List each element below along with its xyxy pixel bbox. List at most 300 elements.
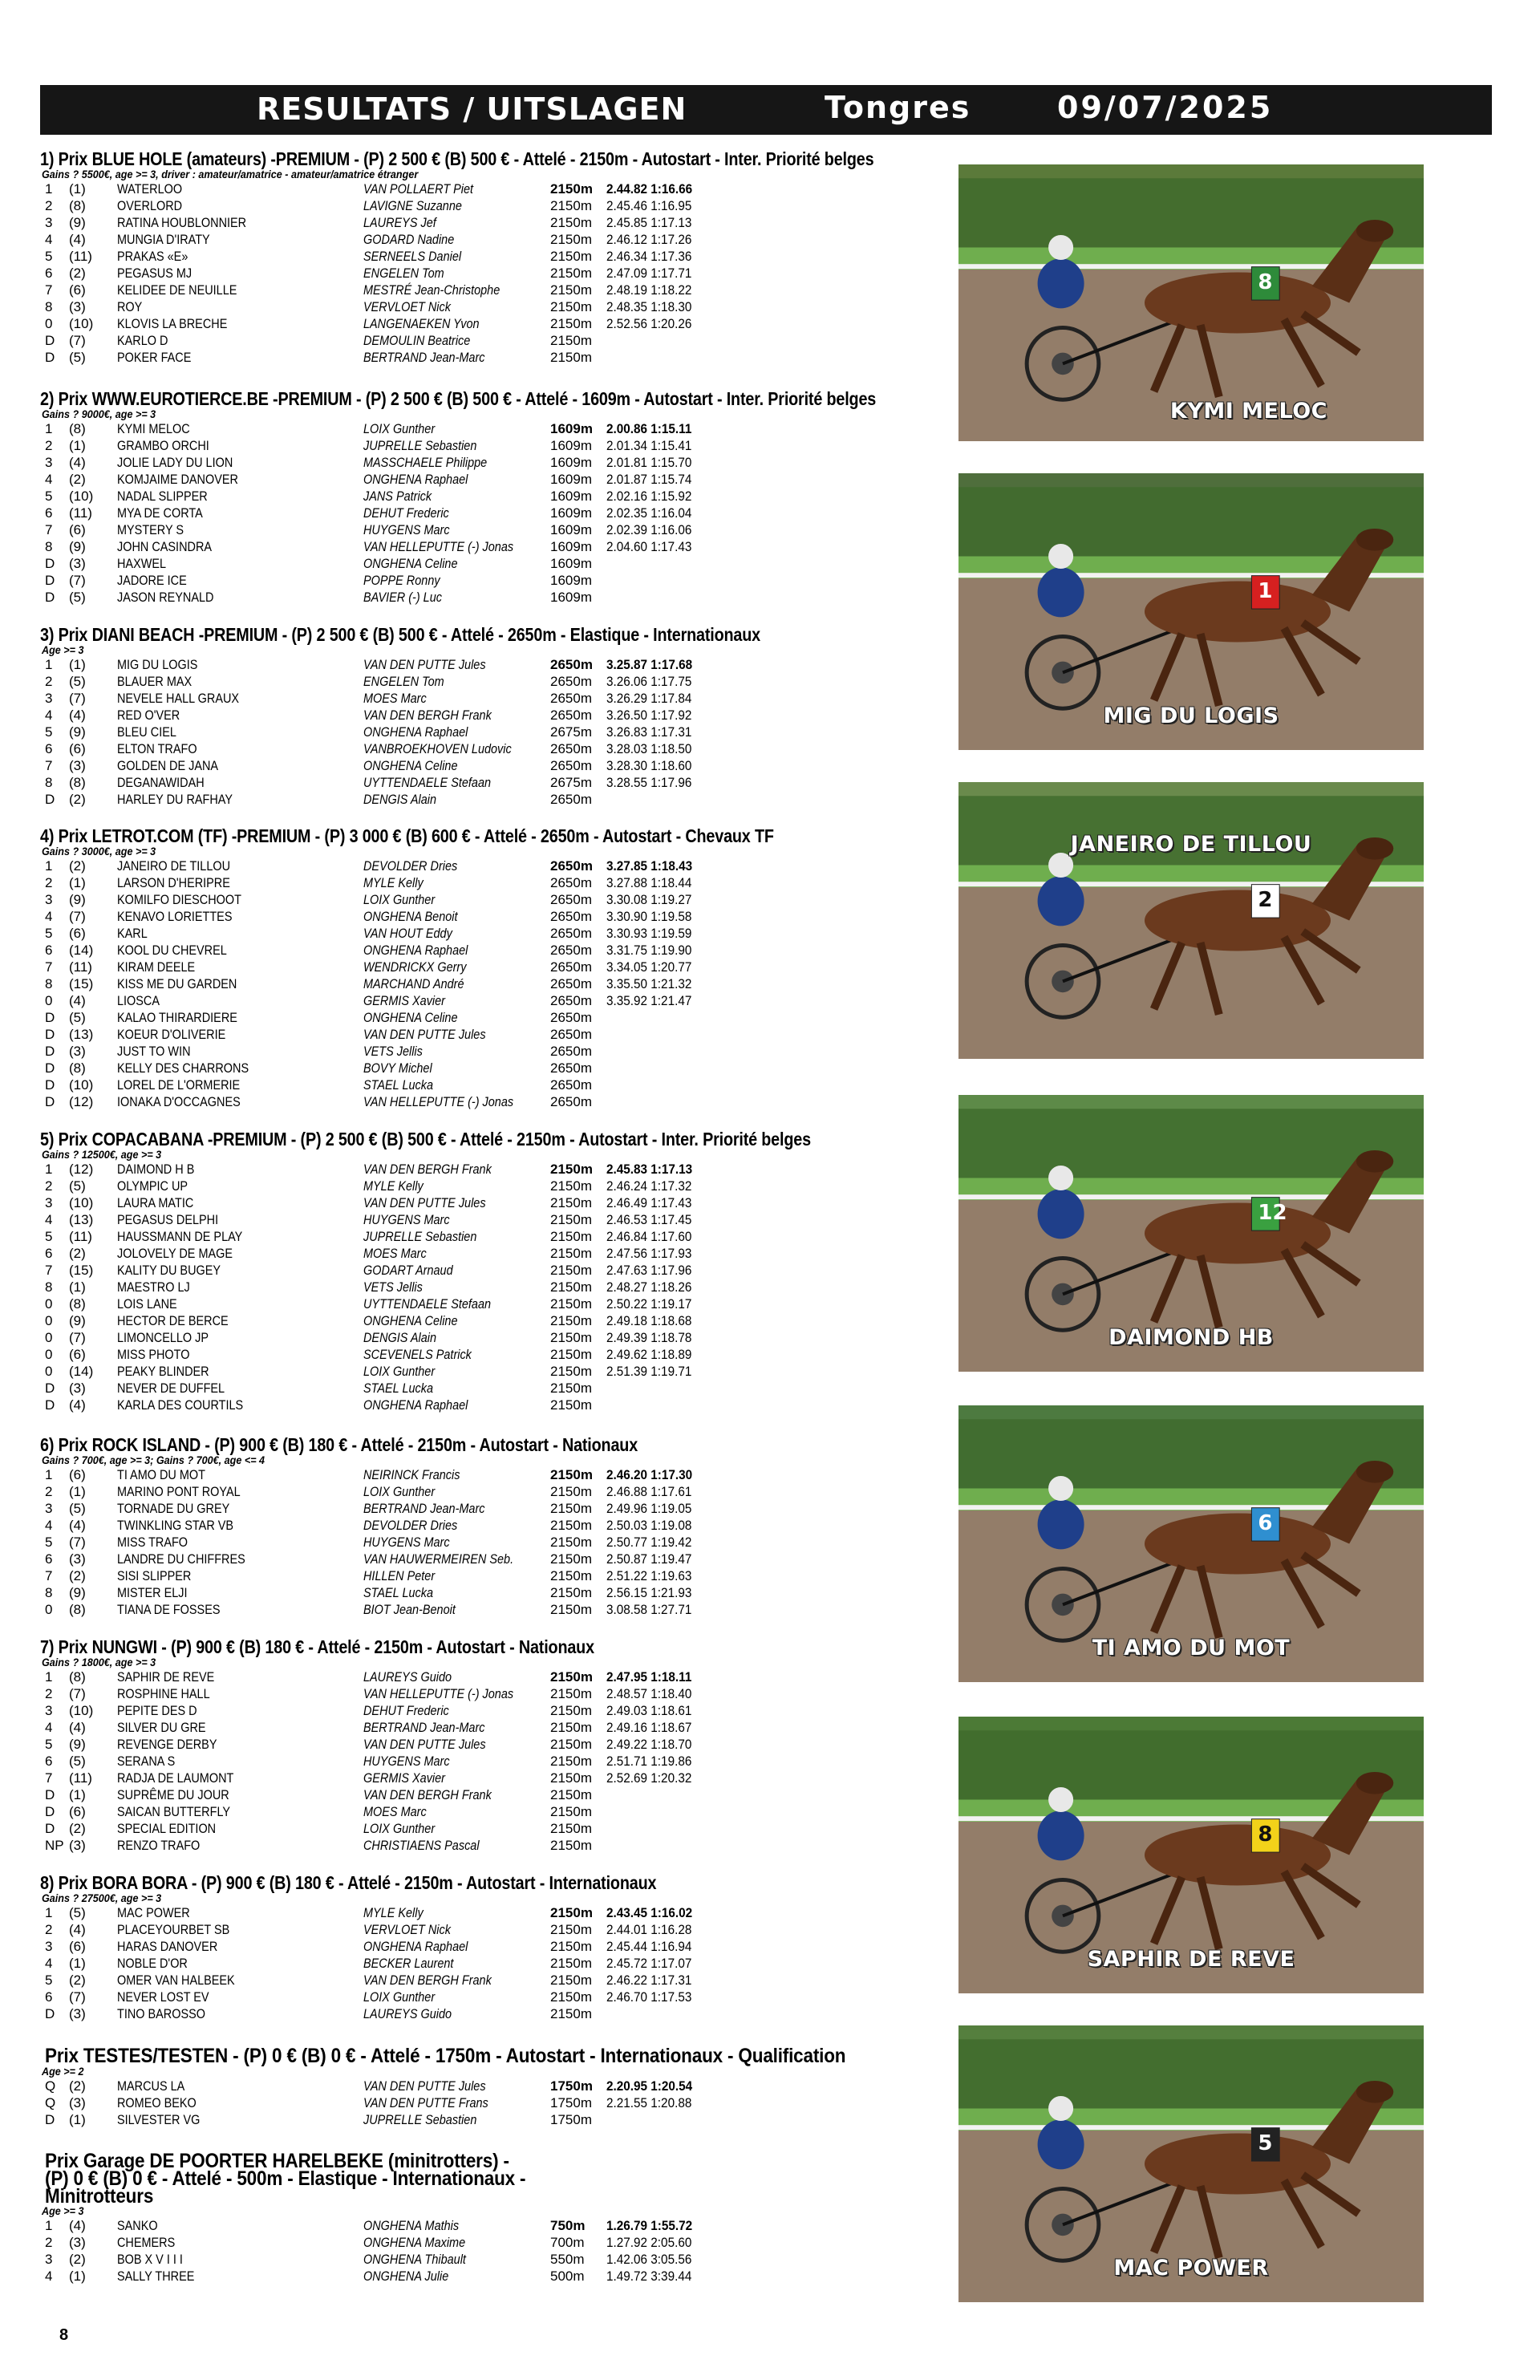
start-number-cell xyxy=(69,724,117,740)
start-number-text: (4) xyxy=(69,1518,86,1533)
race-conditions: Age >= 3 xyxy=(42,643,84,656)
place-text: D xyxy=(45,1060,55,1076)
start-number-cell xyxy=(69,656,117,673)
place-text: 8 xyxy=(45,299,53,314)
place-cell xyxy=(40,774,69,791)
driver-text: ENGELEN Tom xyxy=(363,266,444,281)
start-number-cell xyxy=(69,1245,117,1262)
driver-cell xyxy=(363,1245,550,1262)
horse-name-text: MUNGIA D'IRATY xyxy=(117,232,210,247)
horse-name-text: NEVER LOST EV xyxy=(117,1989,209,2005)
place-text: 0 xyxy=(45,1364,53,1379)
driver-cell xyxy=(363,282,550,298)
horse-name-cell xyxy=(117,1295,363,1312)
distance-text: 2650m xyxy=(550,858,593,874)
place-cell xyxy=(40,1753,69,1770)
start-number-text: (6) xyxy=(69,1347,86,1362)
start-number-cell xyxy=(69,690,117,707)
table-row xyxy=(40,656,702,673)
horse-name-cell xyxy=(117,1026,363,1043)
place-cell xyxy=(40,248,69,265)
driver-cell xyxy=(363,1500,550,1517)
horse-name-cell xyxy=(117,1534,363,1551)
time-text: 2.00.86 1:15.11 xyxy=(606,421,692,436)
time-cell xyxy=(606,1363,702,1380)
horse-name-cell xyxy=(117,1076,363,1093)
race-winner-photo xyxy=(958,1095,1424,1372)
horse-name-text: REVENGE DERBY xyxy=(117,1737,217,1752)
distance-cell xyxy=(550,1904,606,1921)
time-text: 2.51.39 1:19.71 xyxy=(606,1364,692,1379)
horse-name-text: KENAVO LORIETTES xyxy=(117,909,233,924)
start-number-cell xyxy=(69,1786,117,1803)
driver-text: DEHUT Frederic xyxy=(363,1703,449,1718)
driver-cell xyxy=(363,858,550,874)
driver-text: ONGHENA Celine xyxy=(363,1313,458,1328)
table-row xyxy=(40,298,702,315)
horse-name-text: JUST TO WIN xyxy=(117,1044,191,1059)
driver-text: MOES Marc xyxy=(363,1246,427,1261)
table-row xyxy=(40,1685,701,1702)
start-number-cell xyxy=(69,1820,117,1837)
time-text: 2.49.16 1:18.67 xyxy=(606,1720,692,1735)
driver-cell xyxy=(363,538,550,555)
start-number-cell xyxy=(69,1989,117,2005)
horse-name-text: TI AMO DU MOT xyxy=(117,1467,205,1482)
driver-text: ONGHENA Celine xyxy=(363,1010,458,1025)
start-number-text: (4) xyxy=(69,993,86,1008)
horse-name-cell xyxy=(117,538,363,555)
distance-text: 2150m xyxy=(550,1246,592,1261)
start-number-cell xyxy=(69,1770,117,1786)
place-cell xyxy=(40,1567,69,1584)
driver-text: MYLE Kelly xyxy=(363,1905,424,1920)
race-winner-photo xyxy=(958,782,1424,1059)
driver-text: VAN HELLEPUTTE (-) Jonas xyxy=(363,1686,514,1701)
start-number-text: (1) xyxy=(69,2112,86,2127)
place-cell xyxy=(40,673,69,690)
start-number-text: (11) xyxy=(69,959,92,975)
time-text: 3.30.08 1:19.27 xyxy=(606,892,692,907)
driver-cell xyxy=(363,180,550,197)
place-text: D xyxy=(45,1010,55,1025)
place-text: 5 xyxy=(45,1229,53,1244)
time-text: 3.35.92 1:21.47 xyxy=(606,993,692,1008)
race-conditions: Gains ? 700€, age >= 3; Gains ? 700€, age <= 4 xyxy=(42,1454,265,1466)
driver-text: MOES Marc xyxy=(363,1804,427,1819)
time-cell xyxy=(606,555,701,572)
start-number-text: (3) xyxy=(69,2235,86,2250)
distance-text: 2650m xyxy=(550,892,592,907)
distance-cell xyxy=(550,538,606,555)
table-row xyxy=(40,1921,702,1938)
table-row xyxy=(40,1380,702,1397)
distance-cell xyxy=(550,505,606,521)
start-number-cell xyxy=(69,874,117,891)
table-row xyxy=(40,2111,702,2128)
driver-text: VAN DEN PUTTE Jules xyxy=(363,1195,486,1210)
start-number-cell xyxy=(69,2094,117,2111)
driver-text: VAN DEN BERGH Frank xyxy=(363,708,492,723)
horse-name-text: JADORE ICE xyxy=(117,573,187,588)
horse-name-text: TORNADE DU GREY xyxy=(117,1501,230,1516)
place-text: D xyxy=(45,573,55,588)
place-cell xyxy=(40,1601,69,1618)
start-number-cell xyxy=(69,1194,117,1211)
driver-cell xyxy=(363,1211,550,1228)
race-conditions: Gains ? 9000€, age >= 3 xyxy=(42,407,156,420)
start-number-cell xyxy=(69,1500,117,1517)
place-text: 6 xyxy=(45,943,53,958)
time-text: 2.01.87 1:15.74 xyxy=(606,472,692,487)
table-row xyxy=(40,1500,702,1517)
time-cell xyxy=(606,282,702,298)
driver-text: VETS Jellis xyxy=(363,1044,423,1059)
driver-cell xyxy=(363,1397,550,1413)
table-row xyxy=(40,538,701,555)
start-number-text: (5) xyxy=(69,350,86,365)
start-number-text: (9) xyxy=(69,1585,86,1600)
driver-cell xyxy=(363,1702,550,1719)
distance-cell xyxy=(550,992,606,1009)
distance-text: 2150m xyxy=(550,1263,592,1278)
results-table xyxy=(40,1668,701,1854)
horse-name-cell xyxy=(117,1820,363,1837)
distance-text: 2150m xyxy=(550,1279,592,1295)
place-text: D xyxy=(45,1821,55,1836)
horse-name-cell xyxy=(117,1668,363,1685)
distance-text: 2150m xyxy=(550,1922,592,1937)
time-cell xyxy=(606,1584,702,1601)
horse-name-cell xyxy=(117,521,363,538)
horse-name-text: KALAO THIRARDIERE xyxy=(117,1010,237,1025)
distance-text: 2150m xyxy=(550,1956,592,1971)
distance-text: 1609m xyxy=(550,489,592,504)
time-cell xyxy=(606,1043,702,1060)
place-cell xyxy=(40,454,69,471)
race-winner-photo xyxy=(958,1405,1424,1682)
place-cell xyxy=(40,1161,69,1178)
distance-cell xyxy=(550,1786,606,1803)
distance-text: 2650m xyxy=(550,1060,592,1076)
place-cell xyxy=(40,2251,69,2268)
driver-cell xyxy=(363,1194,550,1211)
distance-cell xyxy=(550,1601,606,1618)
place-text: 0 xyxy=(45,1602,53,1617)
distance-cell xyxy=(550,959,606,975)
driver-text: BERTRAND Jean-Marc xyxy=(363,1501,485,1516)
horse-name-cell xyxy=(117,315,363,332)
place-cell xyxy=(40,555,69,572)
time-text: 2.49.22 1:18.70 xyxy=(606,1737,692,1752)
place-cell xyxy=(40,2234,69,2251)
distance-text: 2650m xyxy=(550,959,592,975)
time-text: 2.02.39 1:16.06 xyxy=(606,522,692,537)
start-number-cell xyxy=(69,265,117,282)
distance-text: 2675m xyxy=(550,775,592,790)
distance-cell xyxy=(550,1329,606,1346)
horse-name-text: POKER FACE xyxy=(117,350,192,365)
horse-name-cell xyxy=(117,2078,363,2094)
table-row xyxy=(40,471,701,488)
place-text: D xyxy=(45,1381,55,1396)
distance-text: 2150m xyxy=(550,215,592,230)
place-cell xyxy=(40,1972,69,1989)
place-cell xyxy=(40,1060,69,1076)
driver-text: JUPRELLE Sebastien xyxy=(363,1229,477,1244)
place-text: D xyxy=(45,590,55,605)
driver-text: ONGHENA Mathis xyxy=(363,2218,460,2233)
start-number-text: (7) xyxy=(69,1989,86,2005)
driver-cell xyxy=(363,1534,550,1551)
place-text: 1 xyxy=(45,1905,53,1920)
table-row xyxy=(40,1026,702,1043)
start-number-text: (6) xyxy=(69,1467,86,1482)
distance-cell xyxy=(550,774,606,791)
results-table xyxy=(40,858,702,1110)
distance-text: 2150m xyxy=(550,1669,593,1685)
distance-text: 2150m xyxy=(550,1602,592,1617)
horse-name-cell xyxy=(117,1904,363,1921)
place-text: 5 xyxy=(45,1973,53,1988)
time-text: 2.46.70 1:17.53 xyxy=(606,1989,692,2005)
horse-name-cell xyxy=(117,589,363,606)
place-cell xyxy=(40,1517,69,1534)
time-text: 2.46.22 1:17.31 xyxy=(606,1973,692,1988)
place-text: D xyxy=(45,1804,55,1819)
distance-cell xyxy=(550,298,606,315)
time-cell xyxy=(606,315,702,332)
horse-name-cell xyxy=(117,197,363,214)
distance-cell xyxy=(550,1397,606,1413)
horse-name-cell xyxy=(117,740,363,757)
place-text: 2 xyxy=(45,198,53,213)
start-number-cell xyxy=(69,214,117,231)
place-cell xyxy=(40,1211,69,1228)
table-row xyxy=(40,1329,702,1346)
start-number-text: (3) xyxy=(69,758,86,773)
horse-name-text: BOB X V I I I xyxy=(117,2252,183,2267)
time-cell xyxy=(606,505,701,521)
time-text: 2.46.24 1:17.32 xyxy=(606,1178,692,1194)
distance-text: 2650m xyxy=(550,758,592,773)
time-text: 2.49.39 1:18.78 xyxy=(606,1330,692,1345)
distance-text: 2150m xyxy=(550,1838,592,1853)
driver-cell xyxy=(363,2005,550,2022)
driver-text: STAEL Lucka xyxy=(363,1381,434,1396)
driver-text: STAEL Lucka xyxy=(363,1077,434,1093)
distance-cell xyxy=(550,1076,606,1093)
horse-name-text: SANKO xyxy=(117,2218,158,2233)
driver-text: ONGHENA Celine xyxy=(363,758,458,773)
distance-text: 2150m xyxy=(550,1585,592,1600)
time-cell xyxy=(606,197,702,214)
distance-cell xyxy=(550,1026,606,1043)
start-number-text: (5) xyxy=(69,1178,86,1194)
driver-text: ONGHENA Maxime xyxy=(363,2235,466,2250)
table-row xyxy=(40,248,702,265)
distance-cell xyxy=(550,214,606,231)
distance-text: 2650m xyxy=(550,792,592,807)
time-text: 2.56.15 1:21.93 xyxy=(606,1585,692,1600)
place-text: 1 xyxy=(45,1669,53,1685)
horse-name-text: ROSPHINE HALL xyxy=(117,1686,210,1701)
driver-cell xyxy=(363,1483,550,1500)
horse-name-text: LARSON D'HERIPRE xyxy=(117,875,230,890)
place-cell xyxy=(40,942,69,959)
start-number-text: (15) xyxy=(69,976,94,991)
driver-cell xyxy=(363,197,550,214)
place-text: 4 xyxy=(45,1212,53,1227)
time-cell xyxy=(606,1938,702,1955)
horse-name-text: IONAKA D'OCCAGNES xyxy=(117,1094,241,1109)
place-cell xyxy=(40,471,69,488)
start-number-cell xyxy=(69,1295,117,1312)
distance-cell xyxy=(550,282,606,298)
start-number-text: (9) xyxy=(69,215,86,230)
horse-name-text: PEGASUS MJ xyxy=(117,266,192,281)
race-title: 3) Prix DIANI BEACH -PREMIUM - (P) 2 500 € (B) 500 € - Attelé - 2650m - Elastique - Internationaux xyxy=(40,624,761,645)
driver-text: ONGHENA Raphael xyxy=(363,1397,468,1413)
driver-text: POPPE Ronny xyxy=(363,573,440,588)
time-cell xyxy=(606,1483,702,1500)
driver-text: LOIX Gunther xyxy=(363,1364,436,1379)
start-number-cell xyxy=(69,589,117,606)
race-conditions: Gains ? 1800€, age >= 3 xyxy=(42,1656,156,1668)
horse-name-text: SPECIAL EDITION xyxy=(117,1821,217,1836)
place-text: 2 xyxy=(45,2235,53,2250)
horse-name-cell xyxy=(117,1567,363,1584)
distance-text: 2150m xyxy=(550,1535,592,1550)
time-text: 3.35.50 1:21.32 xyxy=(606,976,692,991)
horse-name-cell xyxy=(117,1719,363,1736)
place-cell xyxy=(40,791,69,808)
start-number-cell xyxy=(69,2111,117,2128)
driver-text: VANBROEKHOVEN Ludovic xyxy=(363,741,512,756)
horse-name-text: HARAS DANOVER xyxy=(117,1939,218,1954)
race-winner-photo xyxy=(958,164,1424,441)
start-number-cell xyxy=(69,2217,117,2234)
driver-cell xyxy=(363,673,550,690)
results-table xyxy=(40,1904,702,2022)
table-row xyxy=(40,1938,702,1955)
start-number-text: (15) xyxy=(69,1263,94,1278)
saddlecloth-number: 2 xyxy=(1258,887,1273,912)
place-cell xyxy=(40,1786,69,1803)
start-number-cell xyxy=(69,1329,117,1346)
driver-cell xyxy=(363,2268,550,2285)
time-cell xyxy=(606,1837,701,1854)
distance-cell xyxy=(550,248,606,265)
place-cell xyxy=(40,505,69,521)
horse-name-text: MIG DU LOGIS xyxy=(117,657,198,672)
place-cell xyxy=(40,1719,69,1736)
time-cell xyxy=(606,1736,701,1753)
table-row xyxy=(40,349,702,366)
driver-cell xyxy=(363,1938,550,1955)
start-number-cell xyxy=(69,1363,117,1380)
distance-text: 2650m xyxy=(550,993,592,1008)
driver-cell xyxy=(363,505,550,521)
time-text: 3.27.88 1:18.44 xyxy=(606,875,692,890)
horse-name-cell xyxy=(117,1938,363,1955)
distance-text: 2650m xyxy=(550,657,593,672)
distance-cell xyxy=(550,925,606,942)
driver-cell xyxy=(363,1262,550,1279)
start-number-cell xyxy=(69,1026,117,1043)
place-text: 5 xyxy=(45,1737,53,1752)
horse-name-text: KLOVIS LA BRECHE xyxy=(117,316,228,331)
distance-text: 1750m xyxy=(550,2078,593,2094)
place-cell xyxy=(40,1363,69,1380)
horse-name-cell xyxy=(117,1921,363,1938)
place-cell xyxy=(40,740,69,757)
distance-text: 1609m xyxy=(550,505,592,521)
driver-text: UYTTENDAELE Stefaan xyxy=(363,775,492,790)
table-row xyxy=(40,2005,702,2022)
start-number-text: (8) xyxy=(69,198,86,213)
horse-name-text: KISS ME DU GARDEN xyxy=(117,976,237,991)
time-cell xyxy=(606,538,701,555)
time-cell xyxy=(606,1346,702,1363)
page-title: RESULTATS / UITSLAGEN xyxy=(257,91,687,127)
start-number-cell xyxy=(69,740,117,757)
driver-cell xyxy=(363,1161,550,1178)
start-number-text: (5) xyxy=(69,1501,86,1516)
race-title: 7) Prix NUNGWI - (P) 900 € (B) 180 € - Attelé - 2150m - Autostart - Nationaux xyxy=(40,1636,594,1657)
start-number-text: (5) xyxy=(69,1754,86,1769)
distance-cell xyxy=(550,673,606,690)
table-row xyxy=(40,197,702,214)
distance-text: 2150m xyxy=(550,1484,592,1499)
time-text: 3.26.50 1:17.92 xyxy=(606,708,692,723)
driver-cell xyxy=(363,2111,550,2128)
time-text: 2.45.85 1:17.13 xyxy=(606,215,692,230)
place-text: D xyxy=(45,1397,55,1413)
time-cell xyxy=(606,1685,701,1702)
start-number-cell xyxy=(69,505,117,521)
time-text: 1.27.92 2:05.60 xyxy=(606,2235,692,2250)
time-cell xyxy=(606,589,701,606)
race-conditions: Age >= 3 xyxy=(42,2204,84,2217)
place-cell xyxy=(40,1026,69,1043)
place-text: 1 xyxy=(45,181,53,197)
time-text: 2.46.84 1:17.60 xyxy=(606,1229,692,1244)
table-row xyxy=(40,1567,702,1584)
start-number-text: (7) xyxy=(69,1686,86,1701)
start-number-text: (9) xyxy=(69,724,86,740)
table-row xyxy=(40,2078,702,2094)
start-number-text: (9) xyxy=(69,1313,86,1328)
driver-text: MYLE Kelly xyxy=(363,875,424,890)
race-title: 1) Prix BLUE HOLE (amateurs) -PREMIUM - (P) 2 500 € (B) 500 € - Attelé - 2150m - Autostart - Inter. Priorité belges xyxy=(40,148,874,169)
place-text: 1 xyxy=(45,2218,53,2233)
place-cell xyxy=(40,1702,69,1719)
distance-text: 2150m xyxy=(550,1737,592,1752)
place-cell xyxy=(40,992,69,1009)
start-number-text: (3) xyxy=(69,2006,86,2021)
start-number-cell xyxy=(69,2251,117,2268)
start-number-cell xyxy=(69,248,117,265)
start-number-cell xyxy=(69,2078,117,2094)
table-row xyxy=(40,992,702,1009)
start-number-cell xyxy=(69,707,117,724)
horse-name-text: RATINA HOUBLONNIER xyxy=(117,215,247,230)
table-row xyxy=(40,1043,702,1060)
place-cell xyxy=(40,1904,69,1921)
place-text: NP xyxy=(45,1838,64,1853)
horse-name-text: GRAMBO ORCHI xyxy=(117,438,209,453)
